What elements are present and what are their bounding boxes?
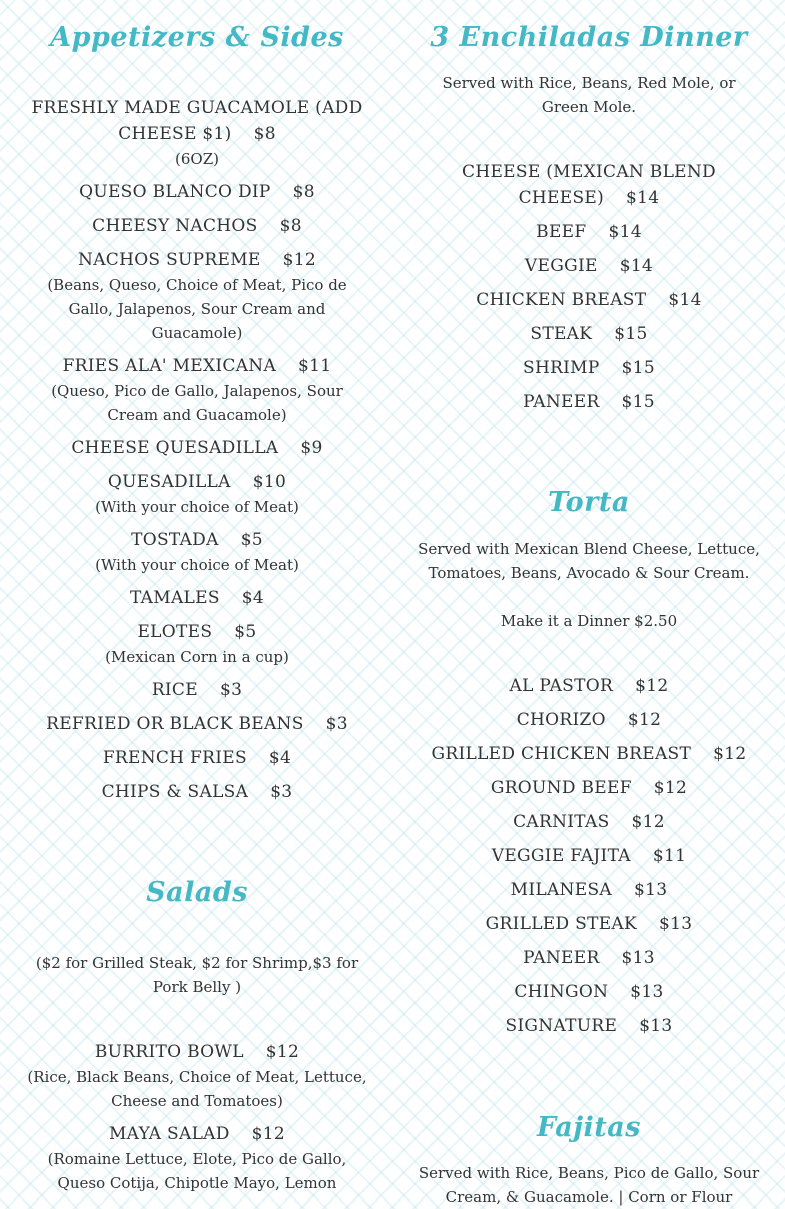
item-price: $3 — [270, 782, 293, 802]
item-price: $15 — [614, 324, 648, 344]
item-name: AL PASTOR — [509, 676, 614, 696]
item-price: $12 — [635, 676, 669, 696]
menu-item — [24, 585, 370, 611]
item-price: $12 — [282, 250, 316, 270]
item-price: $15 — [621, 392, 655, 412]
item-name: QUESO BLANCO DIP — [79, 182, 271, 202]
item-price: $8 — [279, 216, 302, 236]
item-note: (Romaine Lettuce, Elote, Pico de Gallo, Queso Cotija, Chipotle Mayo, Lemon — [47, 1150, 347, 1192]
item-price: $12 — [627, 710, 662, 730]
torta-description: Served with Mexican Blend Cheese, Lettuce, Tomatoes, Beans, Avocado & Sour Cream. — [418, 540, 760, 582]
menu-item — [24, 1039, 370, 1065]
item-name: SHRIMP — [523, 358, 600, 378]
item-name: CHEESY NACHOS — [92, 216, 258, 236]
menu-item — [418, 809, 760, 835]
menu-item — [24, 619, 370, 645]
menu-item — [418, 355, 760, 381]
menu-item — [418, 673, 760, 699]
menu-item — [418, 979, 760, 1005]
item-note: (With your choice of Meat) — [95, 498, 299, 516]
enchiladas-heading: 3 Enchiladas Dinner — [430, 22, 748, 53]
item-price: $13 — [630, 982, 664, 1002]
item-name: CHEESE (MEXICAN BLEND CHEESE) — [462, 162, 716, 208]
item-price: $8 — [253, 124, 276, 144]
item-name: MILANESA — [510, 880, 612, 900]
item-name: GRILLED CHICKEN BREAST — [431, 744, 692, 764]
enchiladas-description: Served with Rice, Beans, Red Mole, or Green Mole. — [442, 74, 736, 116]
item-price: $3 — [325, 714, 348, 734]
item-note: (Rice, Black Beans, Choice of Meat, Lettuce, Cheese and Tomatoes) — [27, 1068, 367, 1110]
menu-item — [418, 741, 760, 767]
item-name: GROUND BEEF — [490, 778, 632, 798]
item-name: CHEESE QUESADILLA — [71, 438, 279, 458]
item-price: $12 — [713, 744, 747, 764]
fajitas-heading: Fajitas — [537, 1112, 641, 1143]
item-note: (6OZ) — [175, 150, 219, 168]
menu-item — [418, 287, 760, 313]
item-price: $12 — [653, 778, 688, 798]
item-note: (Mexican Corn in a cup) — [105, 648, 289, 666]
item-name: PANEER — [523, 948, 600, 968]
menu-item — [418, 1013, 760, 1039]
menu-item — [24, 213, 370, 239]
item-price: $13 — [659, 914, 693, 934]
item-name: CHIPS & SALSA — [101, 782, 249, 802]
menu-item — [24, 435, 370, 461]
item-name: GRILLED STEAK — [485, 914, 638, 934]
item-name: TAMALES — [129, 588, 220, 608]
item-name: CARNITAS — [513, 812, 610, 832]
item-note: (Beans, Queso, Choice of Meat, Pico de Gallo, Jalapenos, Sour Cream and Guacamole) — [47, 276, 347, 342]
item-price: $12 — [265, 1042, 300, 1062]
item-name: TOSTADA — [131, 530, 219, 550]
item-price: $4 — [241, 588, 265, 608]
menu-item — [418, 707, 760, 733]
torta-heading: Torta — [548, 487, 630, 518]
menu-item — [418, 219, 760, 245]
item-price: $14 — [668, 290, 702, 310]
menu-item — [418, 945, 760, 971]
menu-item — [418, 321, 760, 347]
item-name: VEGGIE — [524, 256, 598, 276]
item-price: $11 — [652, 846, 687, 866]
menu-item — [418, 159, 760, 211]
item-price: $4 — [268, 748, 292, 768]
item-name: MAYA SALAD — [108, 1124, 230, 1144]
menu-item — [418, 911, 760, 937]
item-price: $13 — [639, 1016, 673, 1036]
item-price: $3 — [219, 680, 243, 700]
menu-item — [24, 247, 370, 273]
item-price: $14 — [608, 222, 642, 242]
salads-heading: Salads — [146, 877, 248, 908]
item-name: BEEF — [536, 222, 587, 242]
item-name: FRESHLY MADE GUACAMOLE (ADD CHEESE $1) — [31, 98, 363, 144]
item-note: (Queso, Pico de Gallo, Jalapenos, Sour Cream and Guacamole) — [51, 382, 343, 424]
item-name: CHICKEN BREAST — [476, 290, 647, 310]
item-price: $8 — [292, 182, 315, 202]
menu-item — [24, 677, 370, 703]
menu-item — [24, 711, 370, 737]
item-name: BURRITO BOWL — [94, 1042, 244, 1062]
item-price: $9 — [300, 438, 323, 458]
menu-item — [418, 775, 760, 801]
item-price: $13 — [621, 948, 655, 968]
item-price: $5 — [234, 622, 257, 642]
menu-item — [418, 389, 760, 415]
menu-item — [418, 877, 760, 903]
menu-item — [24, 179, 370, 205]
menu-item — [418, 843, 760, 869]
item-price: $14 — [619, 256, 654, 276]
item-name: PANEER — [523, 392, 600, 412]
menu-item — [24, 469, 370, 495]
item-price: $5 — [240, 530, 263, 550]
menu-item — [24, 527, 370, 553]
menu-item — [24, 353, 370, 379]
item-name: FRENCH FRIES — [102, 748, 247, 768]
menu-item — [24, 1121, 370, 1147]
menu-item — [24, 779, 370, 805]
salads-description: ($2 for Grilled Steak, $2 for Shrimp,$3 for Pork Belly ) — [35, 954, 359, 996]
item-note: (With your choice of Meat) — [95, 556, 299, 574]
item-name: RICE — [151, 680, 198, 700]
item-name: QUESADILLA — [107, 472, 231, 492]
item-name: CHINGON — [514, 982, 609, 1002]
item-price: $12 — [631, 812, 665, 832]
torta-dinner-note: Make it a Dinner $2.50 — [500, 612, 678, 630]
menu-item — [24, 95, 370, 147]
appetizers-heading: Appetizers & Sides — [50, 22, 344, 53]
item-price: $15 — [621, 358, 655, 378]
item-name: NACHOS SUPREME — [78, 250, 261, 270]
item-price: $14 — [626, 188, 660, 208]
item-price: $10 — [252, 472, 287, 492]
item-price: $12 — [251, 1124, 286, 1144]
fajitas-description: Served with Rice, Beans, Pico de Gallo, Sour Cream, & Guacamole. | Corn or Flour — [418, 1164, 760, 1206]
menu-item — [24, 745, 370, 771]
item-name: FRIES ALA' MEXICANA — [62, 356, 277, 376]
item-name: ELOTES — [137, 622, 213, 642]
item-price: $13 — [633, 880, 668, 900]
menu-item — [418, 253, 760, 279]
item-name: SIGNATURE — [505, 1016, 618, 1036]
item-name: STEAK — [530, 324, 593, 344]
item-name: CHORIZO — [516, 710, 606, 730]
item-name: REFRIED OR BLACK BEANS — [46, 714, 304, 734]
item-name: VEGGIE FAJITA — [491, 846, 631, 866]
item-price: $11 — [298, 356, 332, 376]
